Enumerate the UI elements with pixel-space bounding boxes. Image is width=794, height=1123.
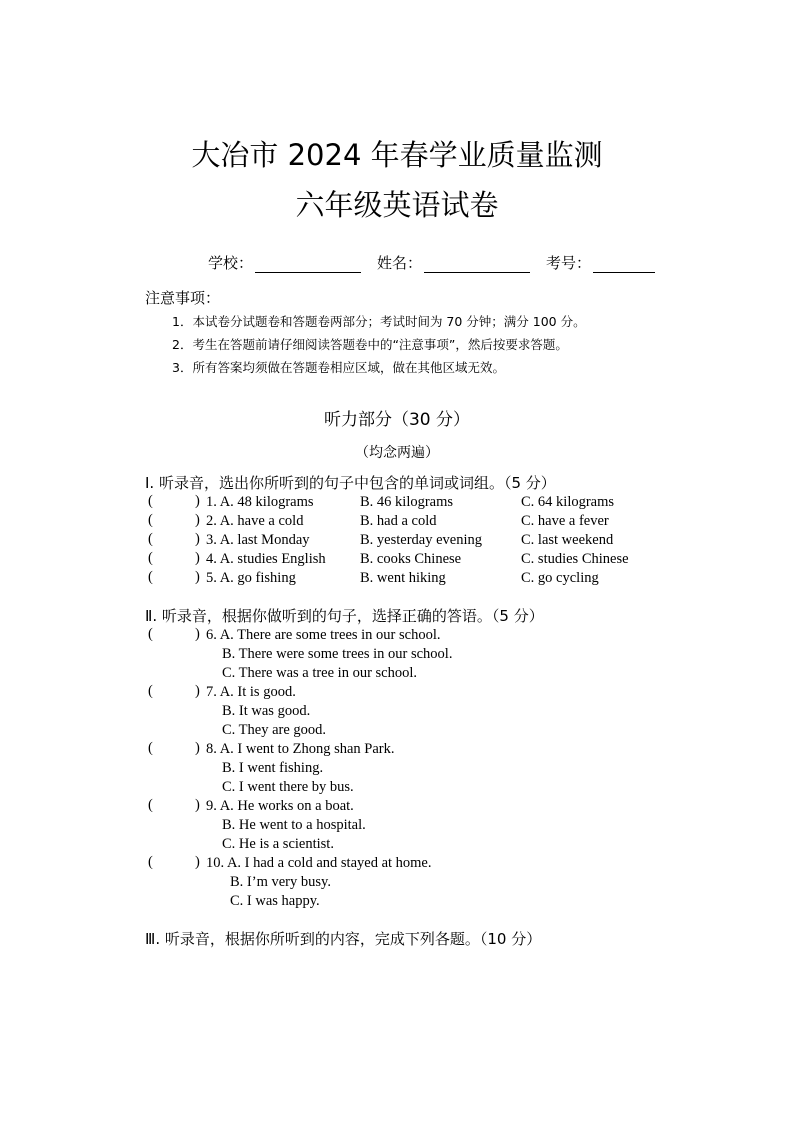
option-b: B. cooks Chinese (360, 551, 462, 567)
option-a: 3. A. last Monday (206, 532, 310, 548)
exam-number-blank[interactable] (593, 257, 655, 273)
answer-paren-left: ( (148, 569, 153, 585)
exam-number-label: 考号： (546, 254, 592, 272)
answer-paren-right: ) (195, 740, 200, 756)
school-blank[interactable] (255, 257, 361, 273)
answer-paren-right: ) (195, 531, 200, 547)
student-info-line (0, 252, 794, 274)
option-b: B. 46 kilograms (360, 494, 454, 510)
note-item: 1．本试卷分试题卷和答题卷两部分；考试时间为 70 分钟；满分 100 分。 (172, 314, 586, 329)
note-item: 2．考生在答题前请仔细阅读答题卷中的“注意事项”，然后按要求答题。 (172, 337, 568, 352)
option-a: 1. A. 48 kilograms (206, 494, 314, 510)
answer-paren-left: ( (148, 493, 153, 509)
option-a: 2. A. have a cold (206, 513, 304, 529)
option-a: 5. A. go fishing (206, 570, 296, 586)
part3-heading: Ⅲ. 听录音，根据你所听到的内容，完成下列各题。（10 分） (145, 930, 542, 948)
note-item: 3．所有答案均须做在答题卷相应区域，做在其他区域无效。 (172, 360, 505, 375)
option-b: B. He went to a hospital. (222, 817, 366, 833)
option-a: 6. A. There are some trees in our school. (206, 627, 441, 643)
notes-heading: 注意事项： (145, 289, 221, 307)
school-label: 学校： (208, 254, 254, 272)
answer-paren-right: ) (195, 626, 200, 642)
option-c: C. last weekend (521, 532, 614, 548)
option-c: C. They are good. (222, 722, 327, 738)
option-c: C. have a fever (521, 513, 609, 529)
option-b: B. yesterday evening (360, 532, 483, 548)
part1-heading: Ⅰ. 听录音，选出你所听到的句子中包含的单词或词组。（5 分） (145, 474, 556, 492)
listening-section-subtitle: （均念两遍） (355, 445, 439, 461)
option-b: B. I’m very busy. (230, 874, 331, 890)
answer-paren-left: ( (148, 683, 153, 699)
option-c: C. go cycling (521, 570, 599, 586)
option-c: C. I was happy. (230, 893, 320, 909)
name-field[interactable] (377, 252, 530, 273)
option-b: B. It was good. (222, 703, 311, 719)
answer-paren-left: ( (148, 626, 153, 642)
answer-paren-right: ) (195, 569, 200, 585)
answer-paren-left: ( (148, 740, 153, 756)
answer-paren-left: ( (148, 531, 153, 547)
option-b: B. went hiking (360, 570, 446, 586)
option-b: B. had a cold (360, 513, 437, 529)
option-a: 4. A. studies English (206, 551, 326, 567)
answer-paren-right: ) (195, 550, 200, 566)
option-a: 10. A. I had a cold and stayed at home. (206, 855, 432, 871)
option-a: 7. A. It is good. (206, 684, 296, 700)
part2-heading: Ⅱ. 听录音，根据你做听到的句子，选择正确的答语。（5 分） (145, 607, 544, 625)
answer-paren-right: ) (195, 493, 200, 509)
exam-subtitle: 六年级英语试卷 (295, 188, 499, 222)
option-c: C. I went there by bus. (222, 779, 354, 795)
exam-title: 大冶市 2024 年春学业质量监测 (191, 138, 603, 172)
listening-section-title: 听力部分（30 分） (323, 410, 471, 430)
exam-number-field[interactable] (546, 252, 655, 273)
answer-paren-left: ( (148, 854, 153, 870)
answer-paren-right: ) (195, 512, 200, 528)
option-c: C. 64 kilograms (521, 494, 615, 510)
option-c: C. There was a tree in our school. (222, 665, 418, 681)
answer-paren-right: ) (195, 683, 200, 699)
answer-paren-right: ) (195, 854, 200, 870)
answer-paren-left: ( (148, 797, 153, 813)
option-a: 9. A. He works on a boat. (206, 798, 354, 814)
answer-paren-right: ) (195, 797, 200, 813)
option-b: B. I went fishing. (222, 760, 324, 776)
name-label: 姓名： (377, 254, 423, 272)
school-field[interactable] (208, 252, 361, 273)
answer-paren-left: ( (148, 512, 153, 528)
option-a: 8. A. I went to Zhong shan Park. (206, 741, 395, 757)
answer-paren-left: ( (148, 550, 153, 566)
option-c: C. studies Chinese (521, 551, 629, 567)
option-b: B. There were some trees in our school. (222, 646, 453, 662)
name-blank[interactable] (424, 257, 530, 273)
option-c: C. He is a scientist. (222, 836, 334, 852)
